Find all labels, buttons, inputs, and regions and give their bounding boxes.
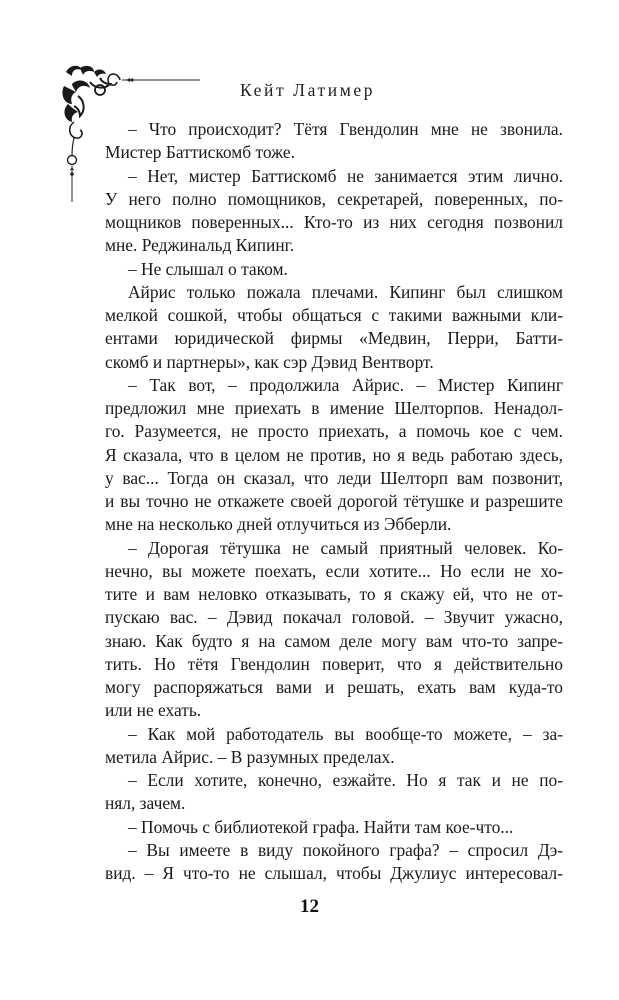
- text-line: го. Разумеется, не просто приехать, а помочь кое с чем.: [105, 421, 563, 442]
- text-line: мелкой сошкой, чтобы общаться с такими важными кли-: [105, 305, 563, 325]
- running-head-author: Кейт Латимер: [240, 80, 376, 100]
- text-line: мне на несколько дней отлучиться из Эбберли.: [105, 514, 452, 535]
- text-line: скомб и партнеры», как сэр Дэвид Вентворт.: [105, 351, 434, 372]
- text-line: нечно, вы можете поехать, если хотите... Но если не хо-: [105, 560, 563, 581]
- text-line: Айрис только пожала плечами. Кипинг был слишком: [128, 281, 563, 302]
- text-line: – Если хотите, конечно, езжайте. Но я так и не по-: [128, 770, 563, 790]
- text-line: пускаю вас. – Дэвид покачал головой. – Звучит ужасно,: [105, 607, 563, 628]
- text-line: нял, зачем.: [105, 793, 186, 814]
- text-line: – Не слышал о таком.: [128, 258, 288, 279]
- text-line: мощников поверенных... Кто-то из них сегодня позвонил: [105, 212, 563, 232]
- text-line: – Что происходит? Тётя Гвендолин мне не звонила.: [128, 119, 563, 139]
- text-line: знаю. Как будто я на самом деле могу вам что-то запре-: [105, 630, 563, 651]
- text-line: Я сказала, что в целом не против, но я ведь работаю здесь,: [105, 444, 563, 465]
- text-line: мне. Реджинальд Кипинг.: [105, 235, 295, 256]
- text-line: – Помочь с библиотекой графа. Найти там кое-что...: [128, 816, 514, 837]
- text-line: метила Айрис. – В разумных пределах.: [105, 746, 395, 767]
- text-line: У него полно помощников, секретарей, поверенных, по-: [105, 188, 563, 209]
- text-line: предложил мне приехать в имение Шелторпов. Ненадол-: [105, 398, 563, 418]
- text-line: у вас... Тогда он сказал, что леди Шелторп вам позвонит,: [105, 467, 563, 488]
- text-line: – Как мой работодатель вы вообще-то можете, – за-: [128, 723, 563, 744]
- text-line: тите и вам неловко отказывать, то я скажу ей, что не от-: [105, 584, 563, 604]
- text-line: и вы точно не откажете своей дорогой тётушке и разрешите: [105, 491, 563, 511]
- text-line: – Нет, мистер Баттискомб не занимается этим лично.: [128, 165, 563, 186]
- text-line: или не ехать.: [105, 700, 202, 721]
- text-line: тить. Но тётя Гвендолин поверит, что я действительно: [105, 653, 563, 674]
- text-line: – Дорогая тётушка не самый приятный человек. Ко-: [128, 537, 563, 558]
- text-line: могу распоряжаться вами и решать, ехать вам куда-то: [105, 677, 563, 697]
- text-line: – Так вот, – продолжила Айрис. – Мистер Кипинг: [128, 374, 563, 395]
- page-number: 12: [300, 896, 319, 917]
- text-line: Мистер Баттискомб тоже.: [105, 142, 295, 163]
- text-line: ентами юридической фирмы «Медвин, Перри, Батти-: [105, 328, 563, 349]
- body-text: [105, 118, 563, 885]
- text-line: – Вы имеете в виду покойного графа? – спросил Дэ-: [128, 839, 563, 860]
- text-line: вид. – Я что-то не слышал, чтобы Джулиус интересовал-: [105, 863, 563, 883]
